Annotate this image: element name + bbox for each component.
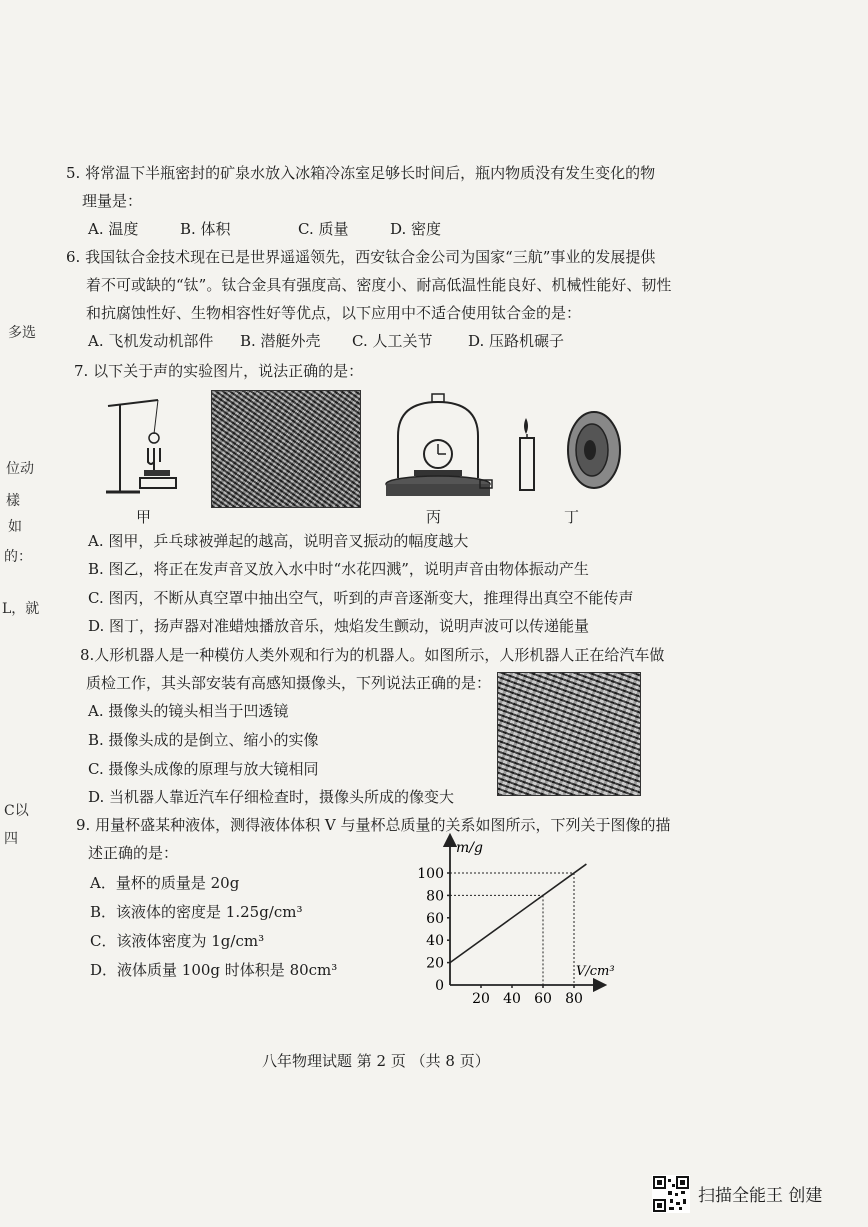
y-tick-label: 20 bbox=[426, 955, 444, 972]
option-c: C. 摄像头成像的原理与放大镜相同 bbox=[88, 760, 319, 778]
x-tick-label: 40 bbox=[503, 991, 521, 1007]
water-splash-photo bbox=[211, 390, 361, 508]
option-a: A. 图甲，乒乓球被弹起的越高，说明音叉振动的幅度越大 bbox=[88, 532, 469, 550]
margin-fragment: 如 bbox=[8, 519, 22, 535]
figure-label-jia: 甲 bbox=[136, 508, 152, 526]
watermark-text: 扫描全能王 创建 bbox=[698, 1186, 823, 1206]
x-tick-label: 80 bbox=[565, 991, 583, 1007]
option-d: D. 图丁，扬声器对准蜡烛播放音乐，烛焰发生颤动，说明声波可以传递能量 bbox=[88, 617, 590, 635]
y-tick-label: 100 bbox=[417, 866, 444, 882]
option-a: A. 温度 bbox=[88, 220, 139, 238]
figure-label-ding: 丁 bbox=[564, 508, 580, 526]
question-stem: 7. 以下关于声的实验图片，说法正确的是： bbox=[74, 362, 364, 380]
option-b: B. 摄像头成的是倒立、缩小的实像 bbox=[88, 731, 319, 749]
option-b: B. 潜艇外壳 bbox=[240, 332, 321, 350]
x-tick-label: 60 bbox=[534, 991, 552, 1007]
y-tick-label: 40 bbox=[426, 933, 444, 950]
option-a: A. 摄像头的镜头相当于凹透镜 bbox=[88, 702, 289, 720]
option-a: A. 飞机发动机部件 bbox=[88, 332, 214, 350]
tuning-fork-figure bbox=[98, 392, 188, 502]
margin-fragment: L，就 bbox=[2, 601, 40, 617]
margin-fragment: 位动 bbox=[6, 461, 34, 477]
option-c: C. 人工关节 bbox=[352, 332, 433, 350]
option-c: C. 图丙，不断从真空罩中抽出空气，听到的声音逐渐变大，推理得出真空不能传声 bbox=[88, 589, 634, 607]
mass-volume-chart bbox=[400, 830, 620, 1010]
page-footer: 八年物理试题 第 2 页 （共 8 页） bbox=[262, 1052, 490, 1070]
question-stem: 着不可或缺的“钛”。钛合金具有强度高、密度小、耐高低温性能良好、机械性能好、韧性 bbox=[86, 276, 672, 294]
option-d: D. 密度 bbox=[390, 220, 442, 238]
margin-fragment: 多选 bbox=[8, 325, 36, 341]
candle-speaker-figure bbox=[512, 404, 624, 498]
question-stem: 述正确的是： bbox=[88, 844, 179, 862]
question-stem: 6. 我国钛合金技术现在已是世界遥遥领先，西安钛合金公司为国家“三航”事业的发展提供 bbox=[66, 248, 656, 266]
y-axis-label: m/g bbox=[456, 840, 483, 856]
bell-jar-figure bbox=[384, 392, 494, 504]
option-c: C．该液体密度为 1g/cm³ bbox=[90, 932, 265, 950]
margin-fragment: 四 bbox=[4, 831, 18, 847]
option-a: A．量杯的质量是 20g bbox=[90, 874, 240, 892]
option-d: D. 当机器人靠近汽车仔细检查时，摄像头所成的像变大 bbox=[88, 788, 455, 806]
y-tick-label: 80 bbox=[426, 888, 444, 905]
margin-fragment: C以 bbox=[4, 803, 29, 819]
margin-fragment: 的： bbox=[4, 549, 32, 565]
y-tick-label: 60 bbox=[426, 910, 444, 927]
question-stem: 理量是： bbox=[82, 192, 143, 210]
question-stem: 9. 用量杯盛某种液体，测得液体体积 V 与量杯总质量的关系如图所示，下列关于图像的描 bbox=[76, 816, 671, 834]
question-stem: 和抗腐蚀性好、生物相容性好等优点，以下应用中不适合使用钛合金的是： bbox=[86, 304, 582, 322]
option-c: C. 质量 bbox=[298, 220, 349, 238]
option-b: B. 体积 bbox=[180, 220, 231, 238]
question-stem: 5. 将常温下半瓶密封的矿泉水放入冰箱冷冻室足够长时间后，瓶内物质没有发生变化的物 bbox=[66, 164, 656, 182]
x-tick-label: 20 bbox=[472, 991, 490, 1007]
question-stem: 8.人形机器人是一种模仿人类外观和行为的机器人。如图所示，人形机器人正在给汽车做 bbox=[80, 646, 665, 664]
series-line bbox=[450, 864, 586, 963]
question-stem: 质检工作，其头部安装有高感知摄像头，下列说法正确的是： bbox=[86, 674, 492, 692]
qr-code-icon bbox=[652, 1175, 690, 1213]
figure-label-bing: 丙 bbox=[426, 508, 442, 526]
margin-fragment: 樣 bbox=[6, 493, 20, 509]
robot-photo bbox=[497, 672, 641, 796]
option-d: D. 压路机碾子 bbox=[468, 332, 565, 350]
option-b: B. 图乙，将正在发声音叉放入水中时“水花四溅”，说明声音由物体振动产生 bbox=[88, 560, 589, 578]
option-b: B．该液体的密度是 1.25g/cm³ bbox=[90, 903, 303, 921]
option-d: D．液体质量 100g 时体积是 80cm³ bbox=[90, 961, 338, 979]
y-tick-label: 0 bbox=[435, 978, 444, 994]
x-axis-label: V/cm³ bbox=[576, 964, 615, 979]
